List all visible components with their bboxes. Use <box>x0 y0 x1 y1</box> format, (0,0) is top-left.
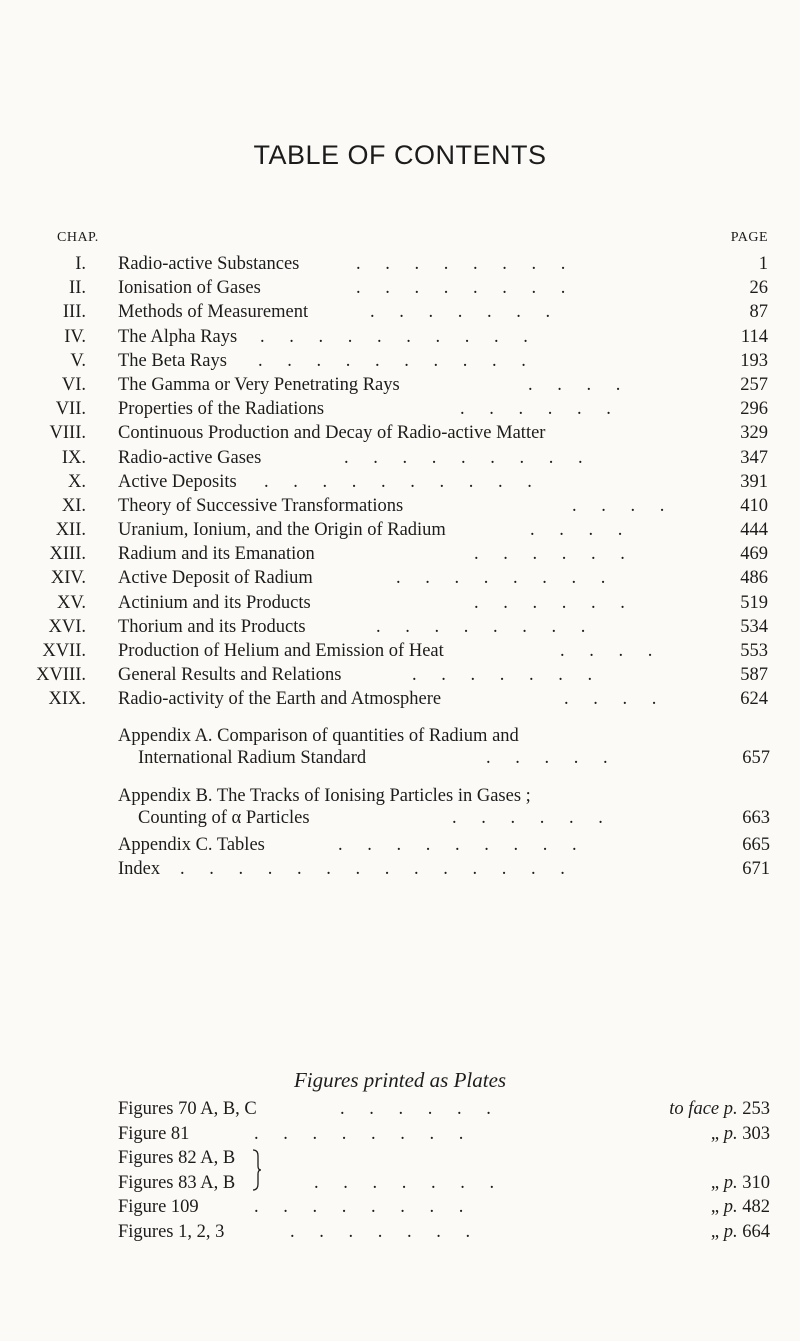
chapter-row <box>0 252 800 276</box>
figure-p: p. <box>723 1172 738 1193</box>
chapter-title: Radium and its Emanation <box>118 544 315 565</box>
figure-page: 303 <box>742 1123 770 1144</box>
chapter-title: Theory of Successive Transformations <box>118 495 404 516</box>
leader-dots: . . . . . . <box>474 592 635 613</box>
chapter-number: XI. <box>61 495 86 516</box>
chapter-number: XVIII. <box>36 665 86 686</box>
appendix-title: Appendix B. The Tracks of Ionising Particles in Gases ; <box>118 786 531 806</box>
figure-row <box>118 1146 770 1171</box>
figure-prefix: „ <box>710 1221 720 1242</box>
leader-dots: . . . . . . . <box>412 665 603 686</box>
chapter-row <box>0 470 800 494</box>
chapter-row <box>0 494 800 518</box>
figure-label: Figures 70 A, B, C <box>118 1099 257 1119</box>
chapter-title: Actinium and its Products <box>118 592 311 613</box>
leader-dots: . . . . . . . . . . <box>264 471 542 492</box>
figure-page: 664 <box>742 1221 770 1242</box>
leader-dots: . . . . . . . . . . . . . . <box>180 859 575 879</box>
chapter-page: 329 <box>740 423 768 444</box>
chapter-number: IV. <box>64 326 86 347</box>
chapter-number: XVII. <box>42 641 86 661</box>
figure-label: Figure 81 <box>118 1123 190 1144</box>
chapter-number: VII. <box>55 399 86 420</box>
chapter-page: 296 <box>740 399 768 420</box>
figure-prefix: „ <box>710 1123 720 1144</box>
chapter-title: Active Deposit of Radium <box>118 568 313 589</box>
leader-dots: . . . . . . <box>460 399 621 420</box>
leader-dots: . . . . <box>528 374 631 395</box>
appendix-page: 657 <box>742 748 770 768</box>
chapter-page: 26 <box>749 278 768 299</box>
appendix-page: 663 <box>742 808 770 828</box>
chapter-title: The Beta Rays <box>118 350 227 371</box>
chapter-number: XIII. <box>49 544 86 565</box>
figure-prefix: „ <box>710 1172 720 1193</box>
leader-dots: . . . . . . . . . <box>338 835 587 855</box>
chapter-title: General Results and Relations <box>118 665 342 686</box>
chapter-page: 624 <box>740 689 768 710</box>
appendix-entry <box>118 785 770 831</box>
chapter-row <box>0 639 800 663</box>
appendix-page: 665 <box>742 835 770 855</box>
chapter-title: Ionisation of Gases <box>118 278 261 299</box>
chapter-number: IX. <box>61 447 86 468</box>
chapter-row <box>0 591 800 615</box>
chapter-page: 534 <box>740 616 768 637</box>
figure-list <box>118 1097 770 1244</box>
chapter-number: VI. <box>61 374 86 395</box>
chapter-page: 193 <box>740 350 768 371</box>
appendix-subtitle: Counting of α Particles <box>138 808 310 828</box>
figure-row <box>118 1171 770 1196</box>
chapter-row <box>0 542 800 566</box>
leader-dots: . . . . <box>560 641 663 661</box>
chapter-title: Methods of Measurement <box>118 302 309 323</box>
figure-row <box>118 1195 770 1220</box>
chapter-row <box>0 566 800 590</box>
figure-page: 482 <box>742 1197 770 1217</box>
figure-label: Figures 82 A, B <box>118 1148 236 1168</box>
chapter-page: 444 <box>740 520 768 541</box>
chapter-number: X. <box>68 471 86 492</box>
chapter-number: XIX. <box>48 689 86 710</box>
figure-p: p. <box>723 1099 738 1119</box>
leader-dots: . . . . . . . <box>370 302 561 323</box>
leader-dots: . . . . . . <box>474 544 635 565</box>
chapter-row <box>0 276 800 300</box>
chapter-title: Active Deposits <box>118 471 237 492</box>
chapter-row <box>0 421 800 445</box>
leader-dots: . . . . . . . . <box>396 568 616 589</box>
appendix-subtitle: International Radium Standard <box>138 748 367 768</box>
leader-dots: . . . . . . . <box>290 1221 481 1242</box>
brace-icon <box>252 1148 262 1192</box>
chapter-page: 114 <box>740 326 768 347</box>
figure-row <box>118 1220 770 1245</box>
chapter-page: 486 <box>740 568 768 589</box>
leader-dots: . . . . <box>530 520 633 541</box>
chapter-title: Properties of the Radiations <box>118 399 325 420</box>
leader-dots: . . . . . . . . <box>356 278 576 299</box>
chapter-title: Continuous Production and Decay of Radio-active Matter <box>118 423 546 444</box>
figure-reference <box>711 1122 770 1146</box>
figure-prefix: to face <box>669 1099 720 1119</box>
figure-p: p. <box>723 1123 738 1144</box>
leader-dots: . . . . . . <box>340 1099 501 1119</box>
figure-label: Figure 109 <box>118 1197 199 1217</box>
page-column-label: PAGE <box>730 230 768 245</box>
chapter-row <box>0 300 800 324</box>
chapter-page: 1 <box>758 254 768 274</box>
leader-dots: . . . . . <box>486 748 618 768</box>
chapter-number: VIII. <box>49 423 86 444</box>
page-title: TABLE OF CONTENTS <box>253 140 547 170</box>
index-entry <box>118 858 770 882</box>
leader-dots: . . . . . . . . . . <box>260 326 538 347</box>
index-title: Index <box>118 859 161 879</box>
leader-dots: . . . . <box>572 495 675 516</box>
chapter-title: The Gamma or Very Penetrating Rays <box>118 374 400 395</box>
chapter-row <box>0 615 800 639</box>
chapter-number: XVI. <box>48 616 86 637</box>
chapter-row <box>0 397 800 421</box>
chapter-row <box>0 325 800 349</box>
leader-dots: . . . . . . . . <box>376 616 596 637</box>
appendix-title: Appendix C. Tables <box>118 835 265 855</box>
leader-dots: . . . . <box>564 689 667 710</box>
chapter-title: The Alpha Rays <box>118 326 238 347</box>
appendix-entry <box>118 725 770 771</box>
leader-dots: . . . . . . . . <box>356 254 576 274</box>
chapter-number: XII. <box>55 520 86 541</box>
figure-p: p. <box>723 1197 738 1217</box>
chapter-row <box>0 373 800 397</box>
chapter-page: 469 <box>740 544 768 565</box>
chapter-title: Radio-activity of the Earth and Atmosphere <box>118 689 442 710</box>
chapter-title: Uranium, Ionium, and the Origin of Radium <box>118 520 446 541</box>
chapter-title: Radio-active Gases <box>118 447 262 468</box>
chap-column-label: CHAP. <box>57 230 99 245</box>
chapter-page: 257 <box>740 374 768 395</box>
chapter-number: V. <box>70 350 86 371</box>
figure-row <box>118 1122 770 1147</box>
chapter-row <box>0 663 800 687</box>
appendix-entry <box>118 834 770 858</box>
chapter-page: 87 <box>749 302 768 323</box>
leader-dots: . . . . . . . . . <box>344 447 593 468</box>
chapter-number: XIV. <box>50 568 86 589</box>
index-page: 671 <box>742 859 770 879</box>
chapter-title: Thorium and its Products <box>118 616 306 637</box>
chapter-title: Radio-active Substances <box>118 254 300 274</box>
chapter-list <box>0 252 800 712</box>
chapter-page: 553 <box>740 641 768 661</box>
chapter-number: XV. <box>57 592 86 613</box>
figures-heading: Figures printed as Plates <box>293 1068 507 1092</box>
chapter-title: Production of Helium and Emission of Heat <box>118 641 444 661</box>
figure-reference <box>711 1220 770 1244</box>
leader-dots: . . . . . . . . <box>254 1197 474 1217</box>
figure-page: 253 <box>742 1099 770 1119</box>
chapter-row <box>0 687 800 711</box>
figure-page: 310 <box>742 1172 770 1193</box>
figure-p: p. <box>723 1221 738 1242</box>
chapter-number: III. <box>62 302 86 323</box>
leader-dots: . . . . . . <box>452 808 613 828</box>
chapter-page: 347 <box>740 447 768 468</box>
figure-reference <box>711 1171 770 1195</box>
chapter-page: 410 <box>740 495 768 516</box>
chapter-row <box>0 518 800 542</box>
chapter-number: I. <box>75 254 86 274</box>
chapter-row <box>0 349 800 373</box>
chapter-number: II. <box>69 278 86 299</box>
leader-dots: . . . . . . . <box>314 1172 505 1193</box>
figure-reference <box>711 1195 770 1219</box>
chapter-page: 519 <box>740 592 768 613</box>
chapter-row <box>0 446 800 470</box>
leader-dots: . . . . . . . . <box>254 1123 474 1144</box>
figure-label: Figures 1, 2, 3 <box>118 1221 225 1242</box>
figure-prefix: „ <box>710 1197 720 1217</box>
chapter-page: 587 <box>740 665 768 686</box>
leader-dots: . . . . . . . . . . <box>258 350 536 371</box>
figure-reference <box>669 1097 770 1121</box>
appendix-title: Appendix A. Comparison of quantities of Radium and <box>118 726 519 746</box>
figure-label: Figures 83 A, B <box>118 1172 236 1193</box>
figure-row <box>118 1097 770 1122</box>
chapter-page: 391 <box>740 471 768 492</box>
